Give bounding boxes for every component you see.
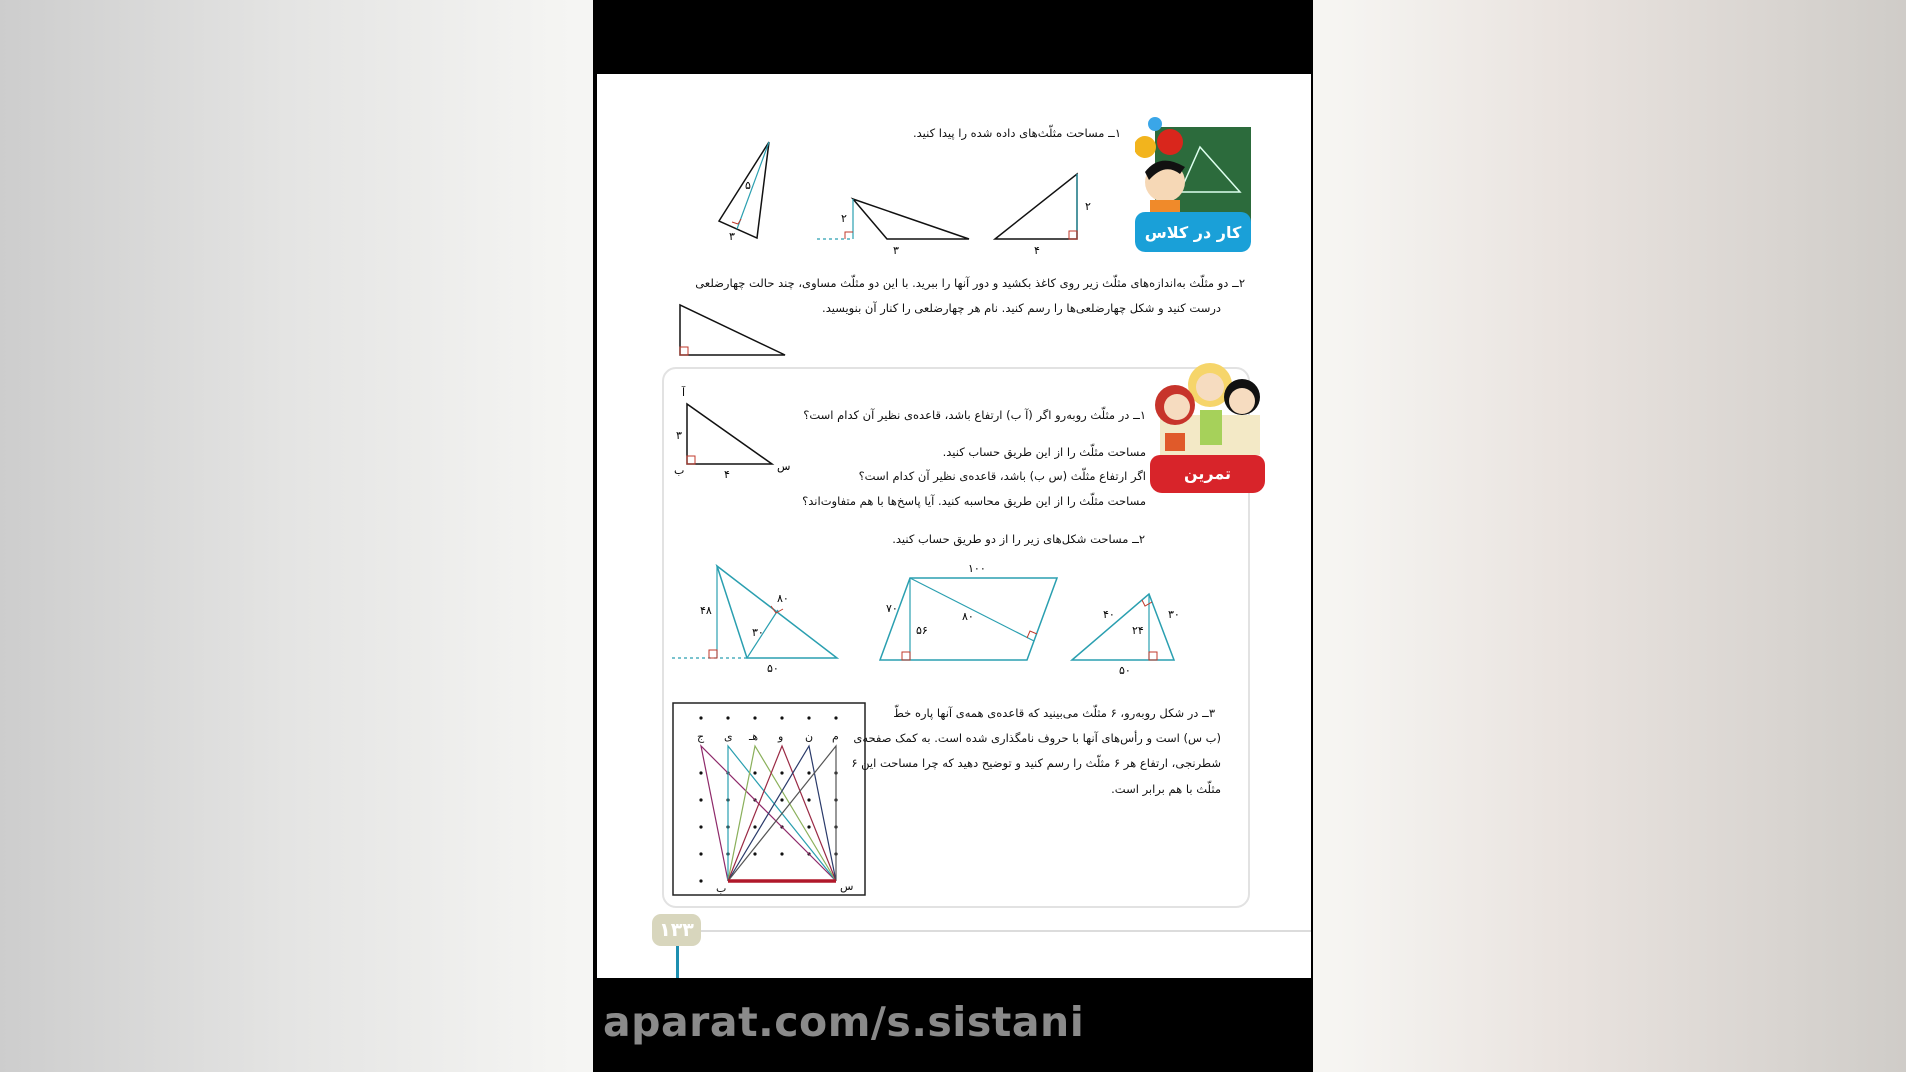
exercise-item1-line4: مساحت مثلّث را از این طریق محاسبه کنید. آیا پاسخ‌ها با هم متفاوت‌اند؟: [802, 494, 1146, 508]
label-24: ۲۴: [1132, 624, 1144, 637]
exercise-badge: [1150, 355, 1265, 493]
footer-rule: [701, 930, 1311, 932]
exercise-item1-line1: ۱ــ در مثلّث روبه‌رو اگر (آ ب) ارتفاع باشد، قاعده‌ی نظیر آن کدام است؟: [803, 408, 1146, 422]
label-48: ۴۸: [700, 604, 712, 617]
exercise-item2-figures: [672, 558, 1252, 678]
exercise-item3-line2: (ب س) است و رأس‌های آنها با حروف نامگذاری شده است. به کمک صفحه‌ی: [853, 731, 1221, 745]
exercise-item1-triangle: [672, 386, 812, 481]
exercise-item3-line4: مثلّث با هم برابر است.: [1111, 782, 1221, 796]
label-80b: ۸۰: [962, 610, 974, 623]
side-label: ۳: [676, 429, 682, 442]
label-100: ۱۰۰: [968, 562, 986, 575]
class-item2-triangle: [677, 302, 797, 362]
label-80: ۸۰: [777, 592, 789, 605]
svg-text:۲: ۲: [841, 212, 847, 225]
grid-letter: ج: [697, 730, 705, 743]
footer-accent-line: [676, 946, 679, 978]
class-item2-line2: درست کنید و شکل چهارضلعی‌ها را رسم کنید. نام هر چهارضلعی را کنار آن بنویسید.: [822, 301, 1221, 315]
textbook-page: [597, 74, 1311, 978]
vertex-label-s: س: [777, 460, 791, 473]
grid-letter: م: [832, 730, 839, 743]
label-30: ۳۰: [752, 626, 764, 639]
grid-letter: و: [778, 730, 784, 743]
svg-text:۵: ۵: [745, 179, 751, 192]
dot-grid-figure: [672, 702, 868, 898]
vertex-label-a: آ: [682, 386, 686, 399]
base-label-b: ب: [716, 882, 727, 895]
svg-text:۳: ۳: [729, 230, 735, 243]
page-number: ۱۳۳: [652, 914, 701, 946]
class-item1-text: ۱ــ مساحت مثلّث‌های داده شده را پیدا کنید.: [912, 126, 1121, 140]
label-50: ۵۰: [767, 662, 779, 675]
grid-letter: هـ: [749, 730, 759, 743]
label-70: ۷۰: [886, 602, 898, 615]
label-56: ۵۶: [916, 624, 928, 637]
base-label: ۴: [724, 468, 730, 481]
exercise-item1-line2: مساحت مثلّث را از این طریق حساب کنید.: [942, 445, 1146, 459]
svg-text:۳: ۳: [893, 244, 899, 257]
exercise-item2-text: ۲ــ مساحت شکل‌های زیر را از دو طریق حساب کنید.: [892, 532, 1145, 546]
watermark: aparat.com/s.sistani: [603, 998, 1085, 1046]
class-item2-line1: ۲ــ دو مثلّث به‌اندازه‌های مثلّث زیر روی کاغذ بکشید و دور آنها را ببرید. با این دو مثلّث مساوی، چند حالت چهارضلعی: [695, 276, 1245, 290]
grid-letter: ی: [724, 730, 733, 743]
base-label-s: س: [840, 880, 854, 893]
vertex-label-b: ب: [674, 464, 685, 477]
exercise-label: تمرین: [1183, 463, 1232, 483]
exercise-item1-line3: اگر ارتفاع مثلّث (س ب) باشد، قاعده‌ی نظیر آن کدام است؟: [858, 469, 1146, 483]
label-30b: ۳۰: [1168, 608, 1180, 621]
exercise-item3-line1: ۳ــ در شکل روبه‌رو، ۶ مثلّث می‌بینید که قاعده‌ی همه‌ی آنها پاره خطّ: [893, 706, 1215, 720]
exercise-item3-line3: شطرنجی، ارتفاع هر ۶ مثلّث را رسم کنید و توضیح دهید که چرا مساحت این ۶: [851, 756, 1221, 770]
class-work-badge: [1135, 112, 1251, 252]
label-50b: ۵۰: [1119, 664, 1131, 677]
svg-text:۴: ۴: [1034, 244, 1040, 257]
class-item1-figures: [677, 134, 1117, 259]
label-40: ۴۰: [1103, 608, 1115, 621]
svg-text:۲: ۲: [1085, 200, 1091, 213]
grid-letter: ن: [805, 730, 814, 743]
class-work-label: کار در کلاس: [1144, 222, 1242, 242]
